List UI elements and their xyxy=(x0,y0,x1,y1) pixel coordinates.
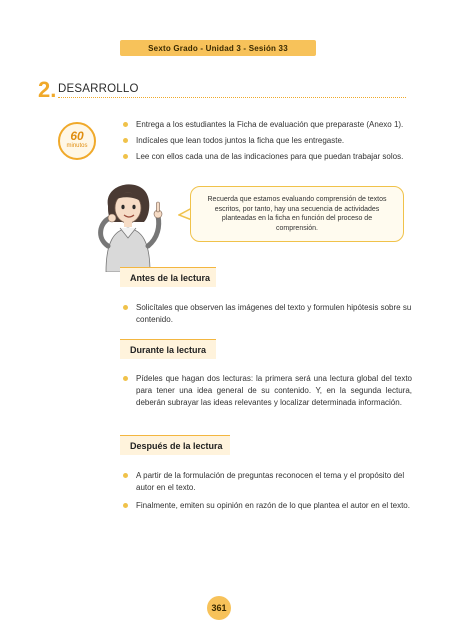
subsection-title: Durante la lectura xyxy=(120,339,216,359)
bullet-icon xyxy=(123,473,128,478)
header-bar xyxy=(120,40,316,56)
list-item: Entrega a los estudiantes la Ficha de evaluación que preparaste (Anexo 1). xyxy=(120,119,412,131)
bullet-icon xyxy=(123,138,128,143)
subsection-header-antes xyxy=(120,267,216,287)
timer-unit: minutos xyxy=(66,143,88,149)
list-item: Pídeles que hagan dos lecturas: la primera será una lectura global del texto para tener una idea general de su contenido. Y, en la segunda lectura, deberán subrayar las ideas relevantes y localizar determinada información. xyxy=(120,373,412,409)
intro-bullets xyxy=(120,119,412,163)
list-item: Solicítales que observen las imágenes del texto y formulen hipótesis sobre su contenido. xyxy=(120,302,412,326)
list-item: Indícales que lean todos juntos la ficha que les entregaste. xyxy=(120,135,412,147)
header-text: Sexto Grado - Unidad 3 - Sesión 33 xyxy=(148,43,288,53)
list-item: Lee con ellos cada una de las indicaciones para que puedan trabajar solos. xyxy=(120,151,412,163)
subsection-title: Después de la lectura xyxy=(120,435,230,455)
list-item: Finalmente, emiten su opinión en razón de lo que plantea el autor en el texto. xyxy=(120,500,412,512)
callout-text: Recuerda que estamos evaluando comprensión de textos escritos, por tanto, hay una secuencia de actividades planteadas en la ficha en función del proceso de comprensión. xyxy=(207,196,387,232)
bullet-icon xyxy=(123,154,128,159)
list-item: A partir de la formulación de preguntas reconocen el tema y el propósito del autor en el texto. xyxy=(120,470,412,494)
bullet-icon xyxy=(123,503,128,508)
section-divider xyxy=(58,97,406,98)
reminder-callout xyxy=(190,186,404,242)
despues-bullets xyxy=(120,470,412,512)
clock-icon xyxy=(58,122,96,160)
page-number: 361 xyxy=(207,596,231,620)
subsection-header-despues xyxy=(120,435,230,455)
bullet-icon xyxy=(123,305,128,310)
bullet-icon xyxy=(123,122,128,127)
teacher-illustration xyxy=(86,176,176,272)
durante-bullets xyxy=(120,373,412,409)
bullet-icon xyxy=(123,376,128,381)
timer-value: 60 xyxy=(70,129,84,143)
antes-bullets xyxy=(120,302,412,326)
subsection-title: Antes de la lectura xyxy=(120,267,216,287)
section-number: 2. xyxy=(38,77,57,102)
subsection-header-durante xyxy=(120,339,216,359)
section-title: DESARROLLO xyxy=(58,83,139,95)
